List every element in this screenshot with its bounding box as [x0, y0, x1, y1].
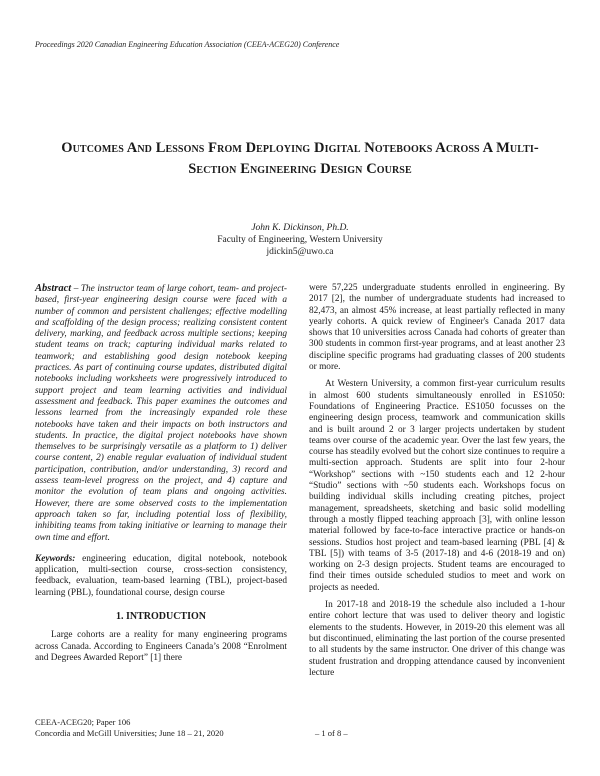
right-column — [309, 283, 565, 679]
left-column — [35, 283, 287, 664]
abstract-paragraph — [35, 283, 287, 544]
author-email: jdickin5@uwo.ca — [266, 247, 334, 257]
author-name: John K. Dickinson, Ph.D. — [251, 223, 349, 233]
conference-header: Proceedings 2020 Canadian Engineering Education Association (CEEA-ACEG20) Conference — [35, 40, 340, 49]
abstract-text: – The instructor team of large cohort, team- and project-based, first-year engineering design course were faced with a number of common and persistent challenges; effective modelling and scaffolding of the design process; realizing consistent content delivery, marking, and feedback across multiple sections; keeping student teams on track; capturing individual marks related to teamwork; and establishing good design notebook keeping practices. As part of continuing course updates, distributed digital notebooks including worksheets were progressively introduced to support project and team learning activities and individual assessment and feedback. This paper examines the outcomes and lessons learned from the increasingly expanded role these notebooks have taken and their impacts on both instructors and students. In practice, the digital project notebooks have shown themselves to be surprisingly versatile as a platform to 1) deliver course content, 2) enable regular evaluation of individual student participation, contribution, and/or understanding, 3) record and assess team-level progress on the project, and 4) capture and monitor the evolution of team plans and ongoing activities. However, there are some observed costs to the implementation approach taken so far, including potential loss of flexibility, inhibiting teams from taking initiative or learning to manage their own time and effort. — [35, 284, 287, 543]
page-number: – 1 of 8 – — [315, 727, 348, 738]
intro-paragraph-1: Large cohorts are a reality for many engineering programs across Canada. According to Engineers Canada’s 2008 “Enrolment and Degrees Awarded Report” [1] there — [35, 630, 287, 663]
section-heading-introduction: 1. INTRODUCTION — [115, 611, 206, 623]
footer-paper-id: CEEA-ACEG20; Paper 106 — [35, 717, 131, 727]
page-footer — [35, 717, 565, 738]
footer-venue: Concordia and McGill Universities; June 18 – 21, 2020 — [35, 727, 224, 738]
abstract-label: Abstract — [35, 283, 72, 294]
keywords-text: engineering education, digital notebook, notebook application, multi-section course, cross-section consistency, feedback, evaluation, team-based learning (TBL), project-based learning (PBL), foundational course, design course — [35, 553, 287, 598]
paper-title: Outcomes And Lessons From Deploying Digital Notebooks Across A Multi-Section Engineering Design Course — [61, 140, 539, 177]
author-block — [0, 222, 600, 258]
keywords-label: Keywords: — [35, 553, 76, 564]
intro-paragraph-1-continued: were 57,225 undergraduate students enrolled in engineering. By 2017 [2], the number of undergraduate students had increased to 82,473, an almost 45% increase, at least partially reflected in many yearly cohorts. A quick review of Engineer's Canada 2017 data shows that 10 universities across Canada had cohorts of greater than 300 students in common first-year programs, and at least another 23 discipline specific programs had graduating classes of 200 students or more. — [309, 283, 565, 373]
intro-paragraph-3: In 2017-18 and 2018-19 the schedule also included a 1-hour entire cohort lecture that was used to deliver theory and logistic elements to the students. However, in 2019-20 this element was all but discontinued, eliminating the last portion of the course presented to all students by the same instructor. One driver of this change was student frustration and dropping attendance caused by inconvenient lecture — [309, 600, 565, 678]
keywords-paragraph — [35, 554, 287, 599]
author-affiliation: Faculty of Engineering, Western University — [217, 235, 383, 245]
intro-paragraph-2: At Western University, a common first-year curriculum results in almost 600 students simultaneously enrolled in ES1050: Foundations of Engineering Practice. ES1050 focusses on the engineering design process, teamwork and communication skills and is built around 2 or 3 larger projects undertaken by student teams over course of the academic year. Over the last few years, the course has steadily evolved but the cohort size continues to require a multi-section approach. Students are split into four 2-hour “Workshop” sections with ~150 students each and 12 2-hour “Studio” sections with ~50 students each. Workshops focus on building individual skills including creating pitches, project management, spreadsheets, sketching and basic solid modelling through a mostly flipped teaching approach [3], with online lesson material followed by face-to-face interactive practice or hands-on sessions. Studios host project and team-based learning (PBL [4] & TBL [5]) with teams of 3-5 (2017-18) and 4-6 (2018-19 and on) working on 2-3 design projects. Student teams are encouraged to find their times outside scheduled studios to meet and work on projects as needed. — [309, 379, 565, 593]
